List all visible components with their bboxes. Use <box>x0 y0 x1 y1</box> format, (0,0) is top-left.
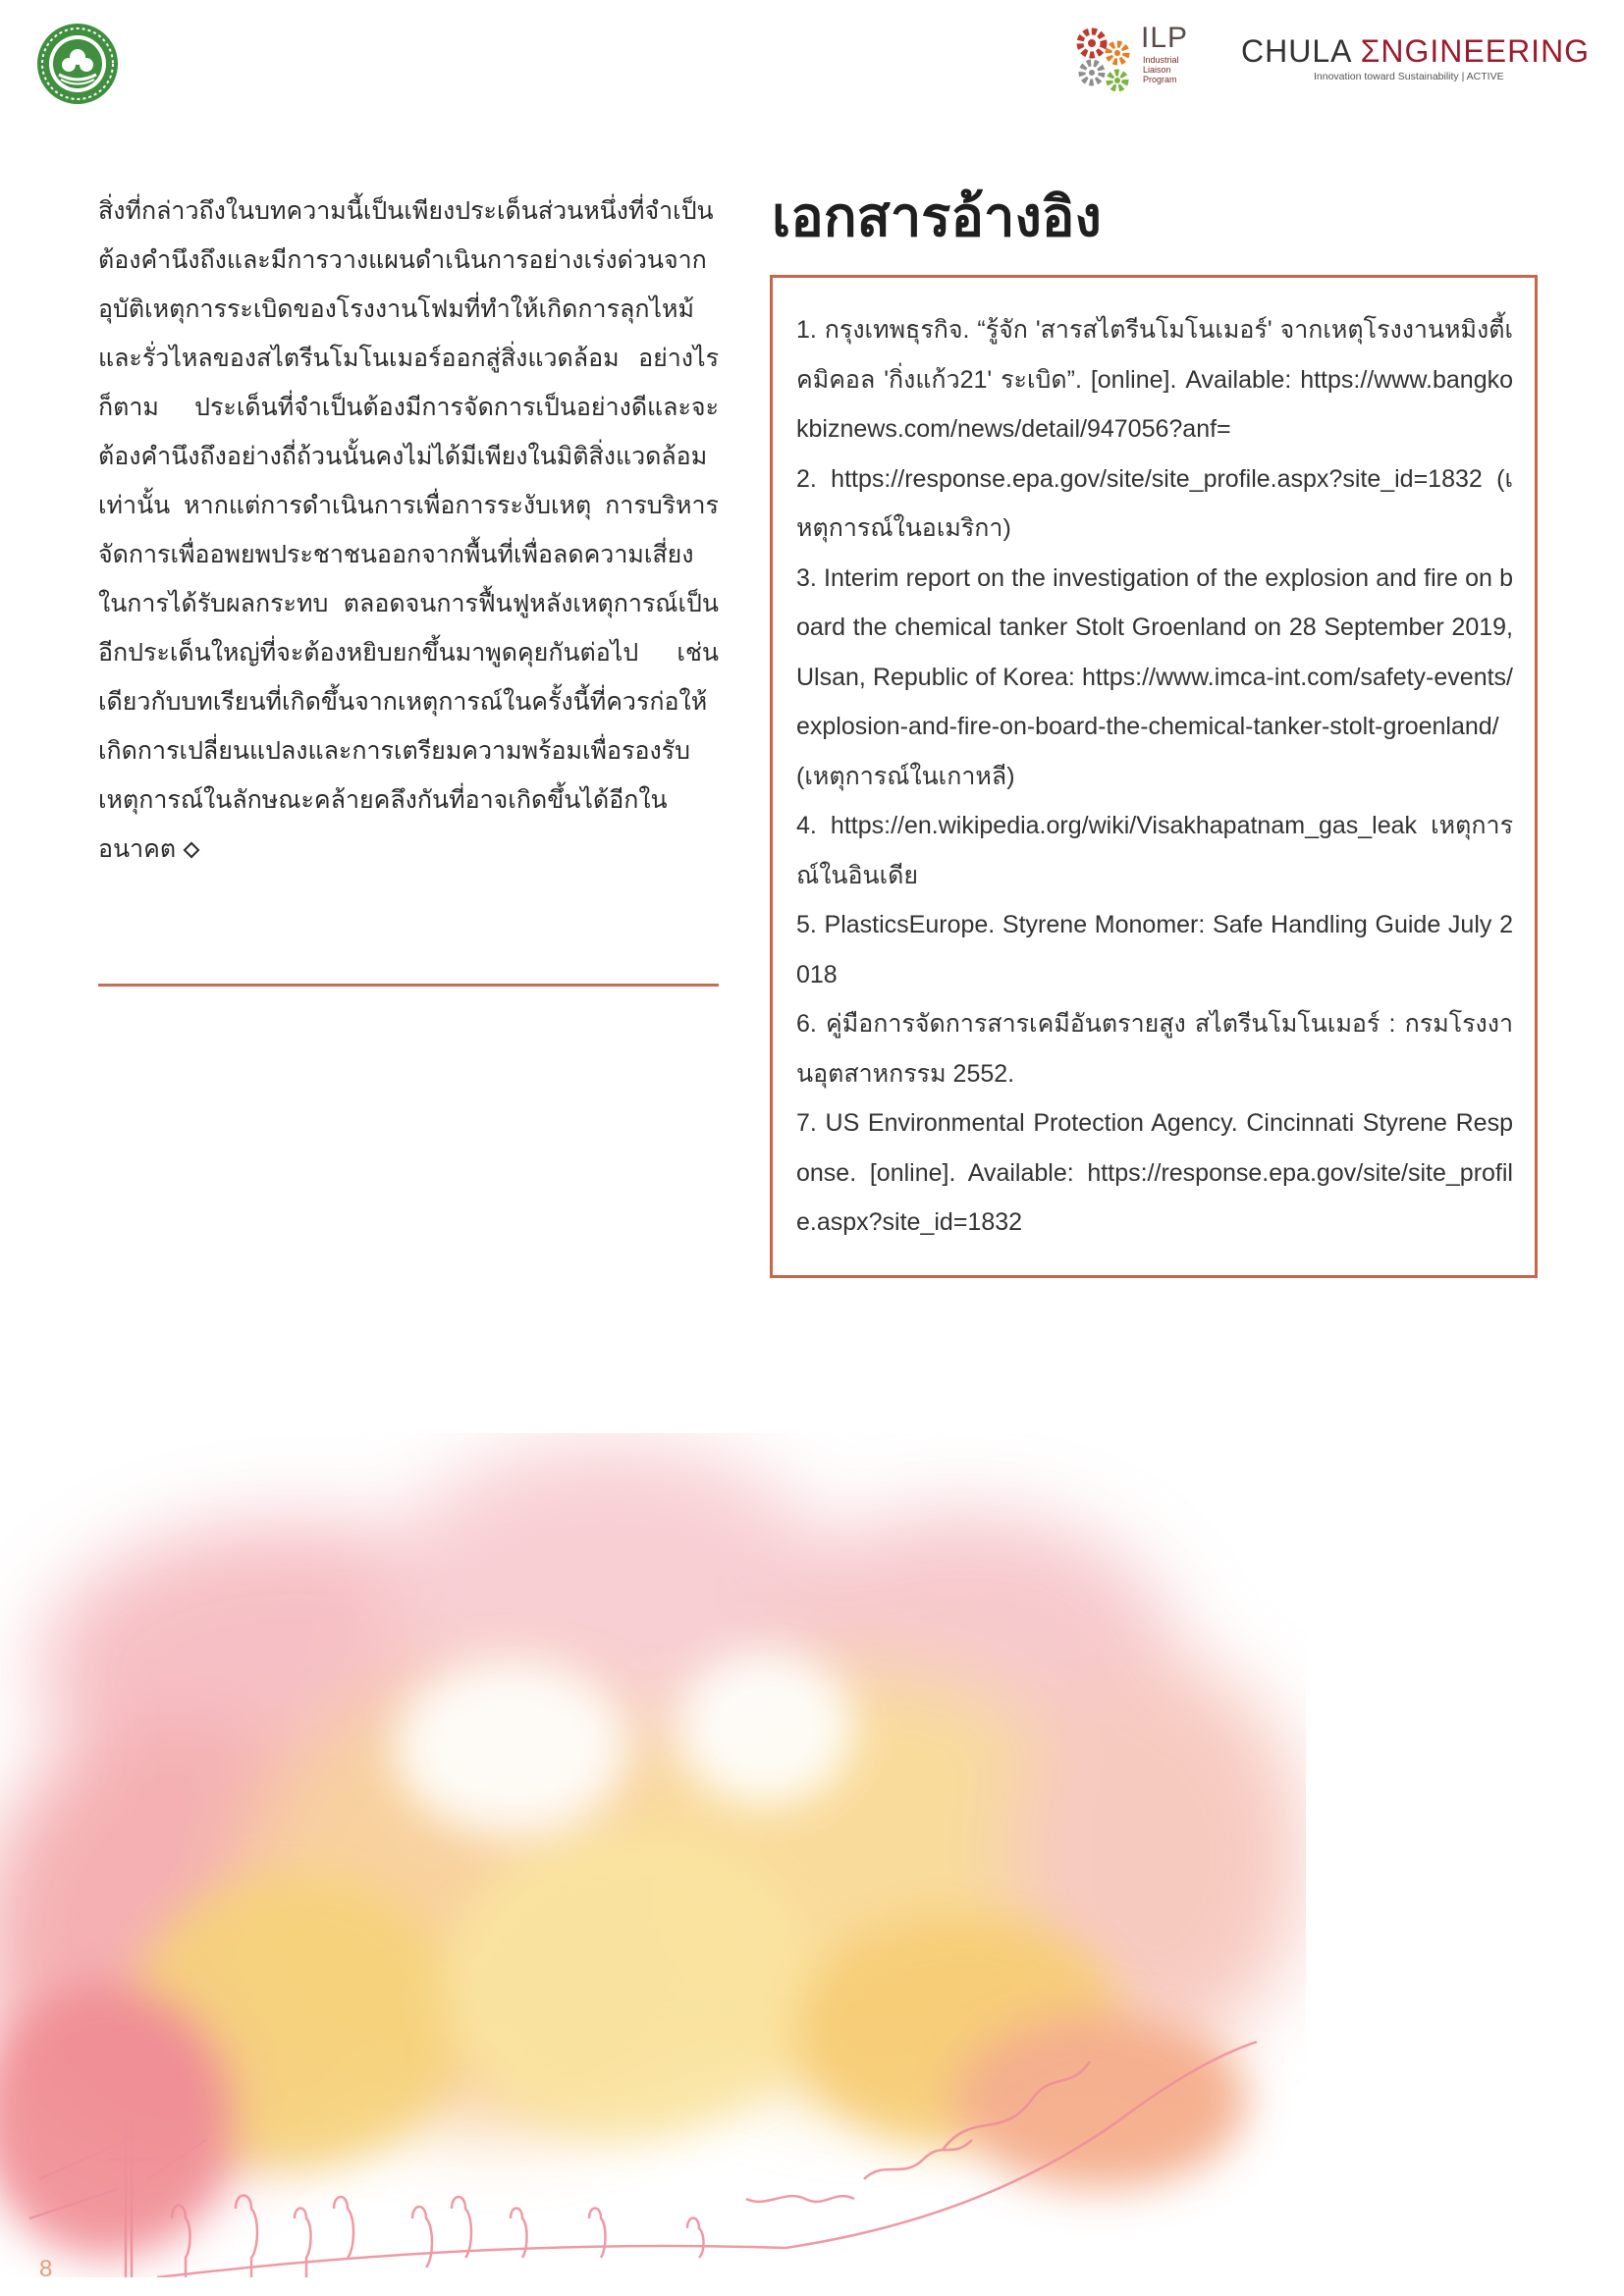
chula-word: CHULA <box>1241 33 1351 69</box>
reference-item-4: 4. https://en.wikipedia.org/wiki/Visakhapatnam_gas_leak เหตุการณ์ในอินเดีย <box>796 812 1513 889</box>
references-box <box>770 275 1538 1278</box>
references-list <box>796 305 1513 1248</box>
reference-item-2: 2. https://response.epa.gov/site/site_profile.aspx?site_id=1832 (เหตุการณ์ในอเมริกา) <box>796 464 1513 542</box>
closing-paragraph <box>98 187 719 874</box>
chula-tagline: Innovation toward Sustainability | ACTIVE <box>1314 71 1504 82</box>
ilp-gears-icon <box>1072 24 1141 96</box>
column-divider <box>98 984 719 987</box>
closing-paragraph-text: สิ่งที่กล่าวถึงในบทความนี้เป็นเพียงประเด็นส่วนหนึ่งที่จำเป็นต้องคำนึงถึงและมีการวางแผนดำเนินการอย่างเร่งด่วนจากอุบัติเหตุการระเบิดของโรงงานโฟมที่ทำให้เกิดการลุกไหม้และรั่วไหลของสไตรีนโมโนเมอร์ออกสู่สิ่งแวดล้อม อย่างไรก็ตาม ประเด็นที่จำเป็นต้องมีการจัดการเป็นอย่างดีและจะต้องคำนึงถึงอย่างถี่ถ้วนนั้นคงไม่ได้มีเพียงในมิติสิ่งแวดล้อมเท่านั้น หากแต่การดำเนินการเพื่อการระงับเหตุ การบริหารจัดการเพื่ออพยพประชาชนออกจากพื้นที่เพื่อลดความเสี่ยงในการได้รับผลกระทบ ตลอดจนการฟื้นฟูหลังเหตุการณ์เป็นอีกประเด็นใหญ่ที่จะต้องหยิบยกขึ้นมาพูดคุยกันต่อไป เช่นเดียวกับบทเรียนที่เกิดขึ้นจากเหตุการณ์ในครั้งนี้ที่ควรก่อให้เกิดการเปลี่ยนแปลงและการเตรียมความพร้อมเพื่อรองรับเหตุการณ์ในลักษณะคล้ายคลึงกันที่อาจเกิดขึ้นได้อีกในอนาคต <box>98 196 719 863</box>
engineering-word: ΣNGINEERING <box>1360 33 1591 69</box>
reference-item-6: 6. คู่มือการจัดการสารเคมีอันตรายสูง สไตรีนโมโนเมอร์ : กรมโรงงานอุตสาหกรรม 2552. <box>796 1010 1513 1088</box>
end-mark-icon <box>184 842 200 859</box>
ilp-title: ILP <box>1141 22 1189 54</box>
article-closing-column <box>98 187 719 874</box>
fire-smoke-illustration <box>0 1433 1306 2277</box>
reference-item-1: 1. กรุงเทพธุรกิจ. “รู้จัก 'สารสไตรีนโมโนเมอร์' จากเหตุโรงงานหมิงตี้เคมิคอล 'กิ่งแก้ว21' ระเบิด”. [online]. Available: https://www.bangkokbiznews.com/news/detail/947056?anf= <box>796 316 1513 443</box>
reference-item-5: 5. PlasticsEurope. Styrene Monomer: Safe Handling Guide July 2018 <box>796 911 1513 988</box>
reference-item-7: 7. US Environmental Protection Agency. Cincinnati Styrene Response. [online]. Available: https://response.epa.gov/site/site_profile.aspx?site_id=1832 <box>796 1109 1513 1236</box>
chula-engineering-wordmark <box>1241 33 1595 70</box>
chula-engineering-logo <box>1241 33 1595 88</box>
organization-seal-logo <box>35 22 120 106</box>
ilp-subtitle: Industrial Liaison Program <box>1143 55 1179 84</box>
ilp-logo <box>1072 24 1200 96</box>
references-heading: เอกสารอ้างอิง <box>772 186 1102 249</box>
page-number: 8 <box>39 2256 53 2282</box>
reference-item-3: 3. Interim report on the investigation of the explosion and fire on board the chemical tanker Stolt Groenland on 28 September 2019, Ulsan, Republic of Korea: https://www.imca-int.com/safety-events/explosion-and-fire-on-board-the-chemical-tanker-stolt-groenland/ (เหตุการณ์ในเกาหลี) <box>796 563 1513 790</box>
